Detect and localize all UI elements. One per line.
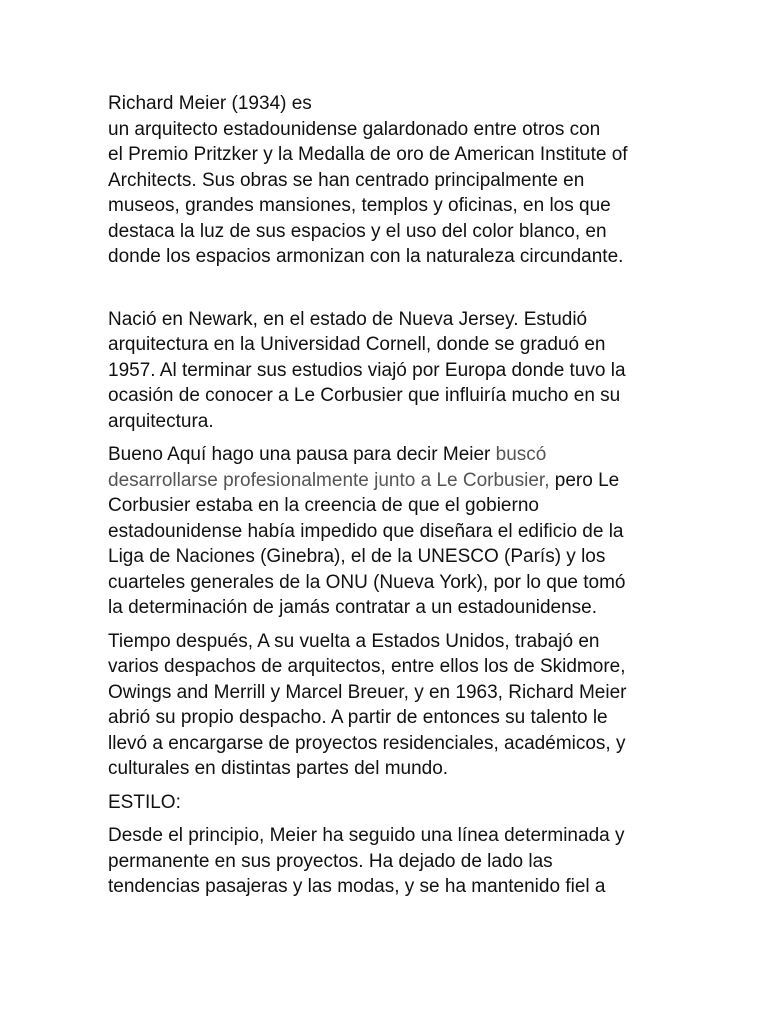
paragraph-intro bbox=[108, 91, 668, 270]
text-line: permanente en sus proyectos. Ha dejado de lado las bbox=[108, 850, 553, 872]
paragraph-le-corbusier bbox=[108, 442, 668, 621]
hyperlink-text[interactable]: buscó bbox=[495, 444, 547, 465]
text-line: llevó a encargarse de proyectos residenciales, académicos, y bbox=[108, 732, 626, 754]
text-line: Owings and Merrill y Marcel Breuer, y en 1963, Richard Meier bbox=[108, 681, 627, 703]
text-line: museos, grandes mansiones, templos y oficinas, en los que bbox=[108, 195, 611, 216]
text-line: un arquitecto estadounidense galardonado entre otros con bbox=[108, 118, 601, 140]
paragraph-biography bbox=[108, 307, 668, 435]
text-line: Liga de Naciones (Ginebra), el de la UNESCO (París) y los bbox=[108, 546, 606, 567]
text-line: ESTILO: bbox=[108, 791, 181, 813]
text-line bbox=[108, 468, 668, 494]
section-heading-estilo bbox=[108, 790, 668, 816]
paragraph-career bbox=[108, 629, 668, 782]
text-line: Corbusier estaba en la creencia de que el gobierno bbox=[108, 495, 539, 516]
text-line: ocasión de conocer a Le Corbusier que influiría mucho en su bbox=[108, 385, 621, 406]
text-line: abrió su propio despacho. A partir de entonces su talento le bbox=[108, 707, 608, 728]
text-line bbox=[108, 442, 668, 468]
text-line: Nació en Newark, en el estado de Nueva Jersey. Estudió bbox=[108, 308, 588, 330]
text-line: tendencias pasajeras y las modas, y se ha mantenido fiel a bbox=[108, 876, 606, 897]
paragraph-spacer bbox=[108, 782, 668, 790]
text-run: pero Le bbox=[549, 469, 620, 491]
text-line: la determinación de jamás contratar a un estadounidense. bbox=[108, 597, 598, 618]
text-line: Desde el principio, Meier ha seguido una línea determinada y bbox=[108, 825, 625, 846]
paragraph-style bbox=[108, 823, 668, 900]
text-line: destaca la luz de sus espacios y el uso del color blanco, en bbox=[108, 220, 607, 242]
text-line: culturales en distintas partes del mundo. bbox=[108, 758, 449, 779]
text-line: varios despachos de arquitectos, entre ellos los de Skidmore, bbox=[108, 656, 626, 677]
text-line: el Premio Pritzker y la Medalla de oro de American Institute of bbox=[108, 144, 628, 165]
text-line: cuarteles generales de la ONU (Nueva York), por lo que tomó bbox=[108, 571, 626, 593]
text-line: arquitectura. bbox=[108, 410, 214, 432]
text-line: Richard Meier (1934) es bbox=[108, 93, 312, 114]
paragraph-spacer bbox=[108, 815, 668, 823]
paragraph-spacer bbox=[108, 621, 668, 629]
text-line: 1957. Al terminar sus estudios viajó por Europa donde tuvo la bbox=[108, 359, 626, 381]
paragraph-spacer bbox=[108, 270, 668, 307]
text-run: Bueno Aquí hago una pausa para decir Meier bbox=[108, 444, 496, 465]
text-line: donde los espacios armonizan con la naturaleza circundante. bbox=[108, 246, 624, 267]
text-line: Architects. Sus obras se han centrado principalmente en bbox=[108, 169, 585, 191]
paragraph-spacer bbox=[108, 434, 668, 442]
text-line: arquitectura en la Universidad Cornell, donde se graduó en bbox=[108, 334, 606, 355]
text-line: Tiempo después, A su vuelta a Estados Unidos, trabajó en bbox=[108, 630, 600, 652]
hyperlink-text[interactable]: desarrollarse profesionalmente junto a Le Corbusier, bbox=[108, 469, 550, 491]
text-line: estadounidense había impedido que diseñara el edificio de la bbox=[108, 520, 624, 542]
document-body bbox=[108, 91, 668, 900]
